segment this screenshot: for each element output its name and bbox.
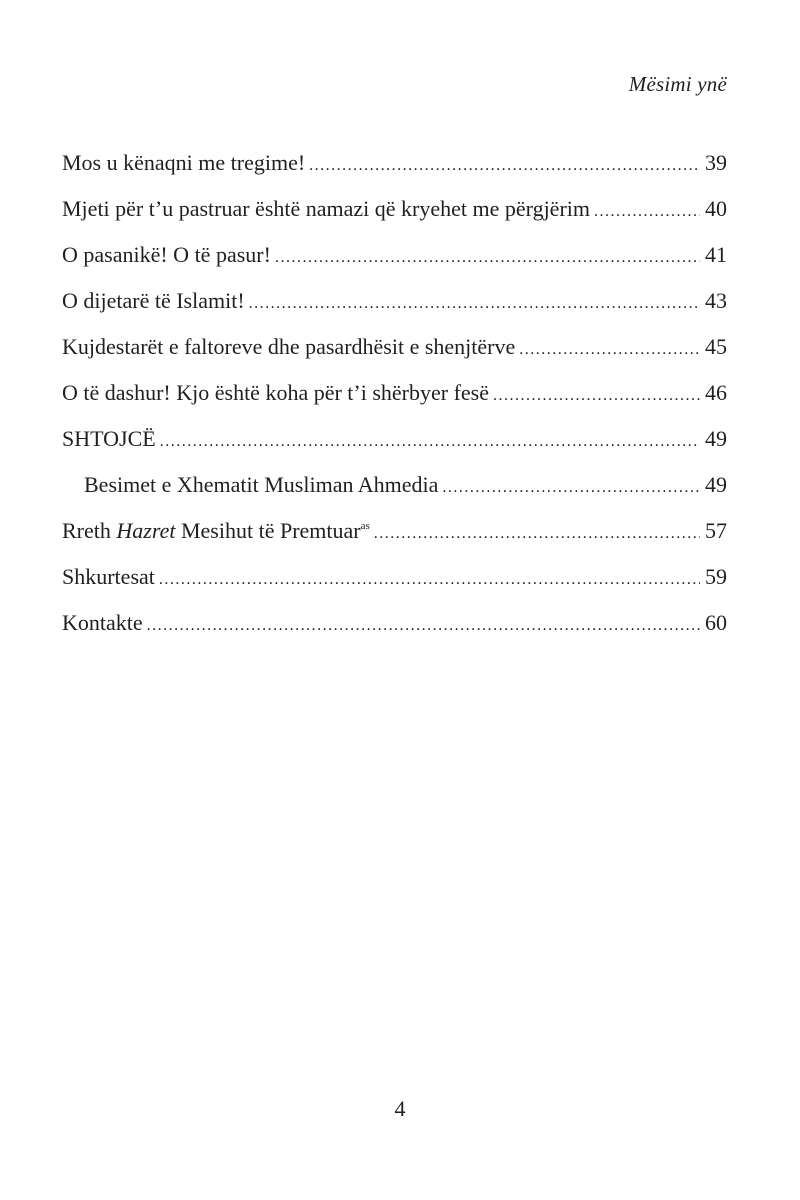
- toc-entry-page: 43: [705, 288, 727, 313]
- toc-title-text: Mesihut të Premtuar: [175, 518, 361, 543]
- toc-entry-title: SHTOJCË: [62, 426, 156, 451]
- toc-entry-title: Mos u kënaqni me tregime!: [62, 150, 306, 175]
- toc-leader-dots: [309, 149, 700, 183]
- toc-entry: [62, 560, 727, 606]
- toc-leader-dots: [442, 471, 700, 505]
- toc-entry-page: 49: [705, 472, 727, 497]
- toc-entry-page: 46: [705, 380, 727, 405]
- toc-entry-page: 60: [705, 610, 727, 635]
- toc-entry: [62, 146, 727, 192]
- toc-entry-title: Kujdestarët e faltoreve dhe pasardhësit e shenjtërve: [62, 334, 516, 359]
- toc-entry-title: Shkurtesat: [62, 564, 155, 589]
- toc-entry-title: O pasanikë! O të pasur!: [62, 242, 271, 267]
- toc-title-text: Rreth: [62, 518, 117, 543]
- toc-subentry: [62, 468, 727, 514]
- toc-entry-page: 39: [705, 150, 727, 175]
- running-header: Mësimi ynë: [628, 72, 727, 96]
- toc-entry: [62, 238, 727, 284]
- toc-entry-title: Besimet e Xhematit Musliman Ahmedia: [84, 472, 439, 497]
- toc-title-italic: Hazret: [116, 518, 176, 543]
- toc-entry: [62, 330, 727, 376]
- toc-title-superscript: as: [360, 520, 370, 532]
- toc-leader-dots: [147, 609, 700, 643]
- toc-entry-title: Kontakte: [62, 610, 143, 635]
- page-number: 4: [394, 1096, 406, 1121]
- toc-entry-page: 40: [705, 196, 727, 221]
- toc-entry-page: 59: [705, 564, 727, 589]
- toc-leader-dots: [159, 563, 700, 597]
- table-of-contents: [62, 146, 727, 652]
- toc-entry: [62, 422, 727, 468]
- toc-leader-dots: [160, 425, 700, 459]
- toc-entry-title: O dijetarë të Islamit!: [62, 288, 245, 313]
- toc-leader-dots: [519, 333, 700, 367]
- toc-entry-page: 57: [705, 518, 727, 543]
- toc-leader-dots: [594, 195, 700, 229]
- toc-leader-dots: [249, 287, 700, 321]
- toc-entry-page: 41: [705, 242, 727, 267]
- toc-entry: [62, 376, 727, 422]
- toc-leader-dots: [275, 241, 700, 275]
- toc-entry: [62, 284, 727, 330]
- toc-entry-title: O të dashur! Kjo është koha për t’i shërbyer fesë: [62, 380, 490, 405]
- toc-entry-page: 49: [705, 426, 727, 451]
- toc-leader-dots: [374, 517, 700, 551]
- toc-entry-page: 45: [705, 334, 727, 359]
- toc-entry: [62, 606, 727, 652]
- toc-entry-title: [62, 514, 370, 548]
- toc-entry: [62, 514, 727, 560]
- toc-entry-title: Mjeti për t’u pastruar është namazi që kryehet me përgjërim: [62, 196, 590, 221]
- toc-entry: [62, 192, 727, 238]
- toc-leader-dots: [493, 379, 700, 413]
